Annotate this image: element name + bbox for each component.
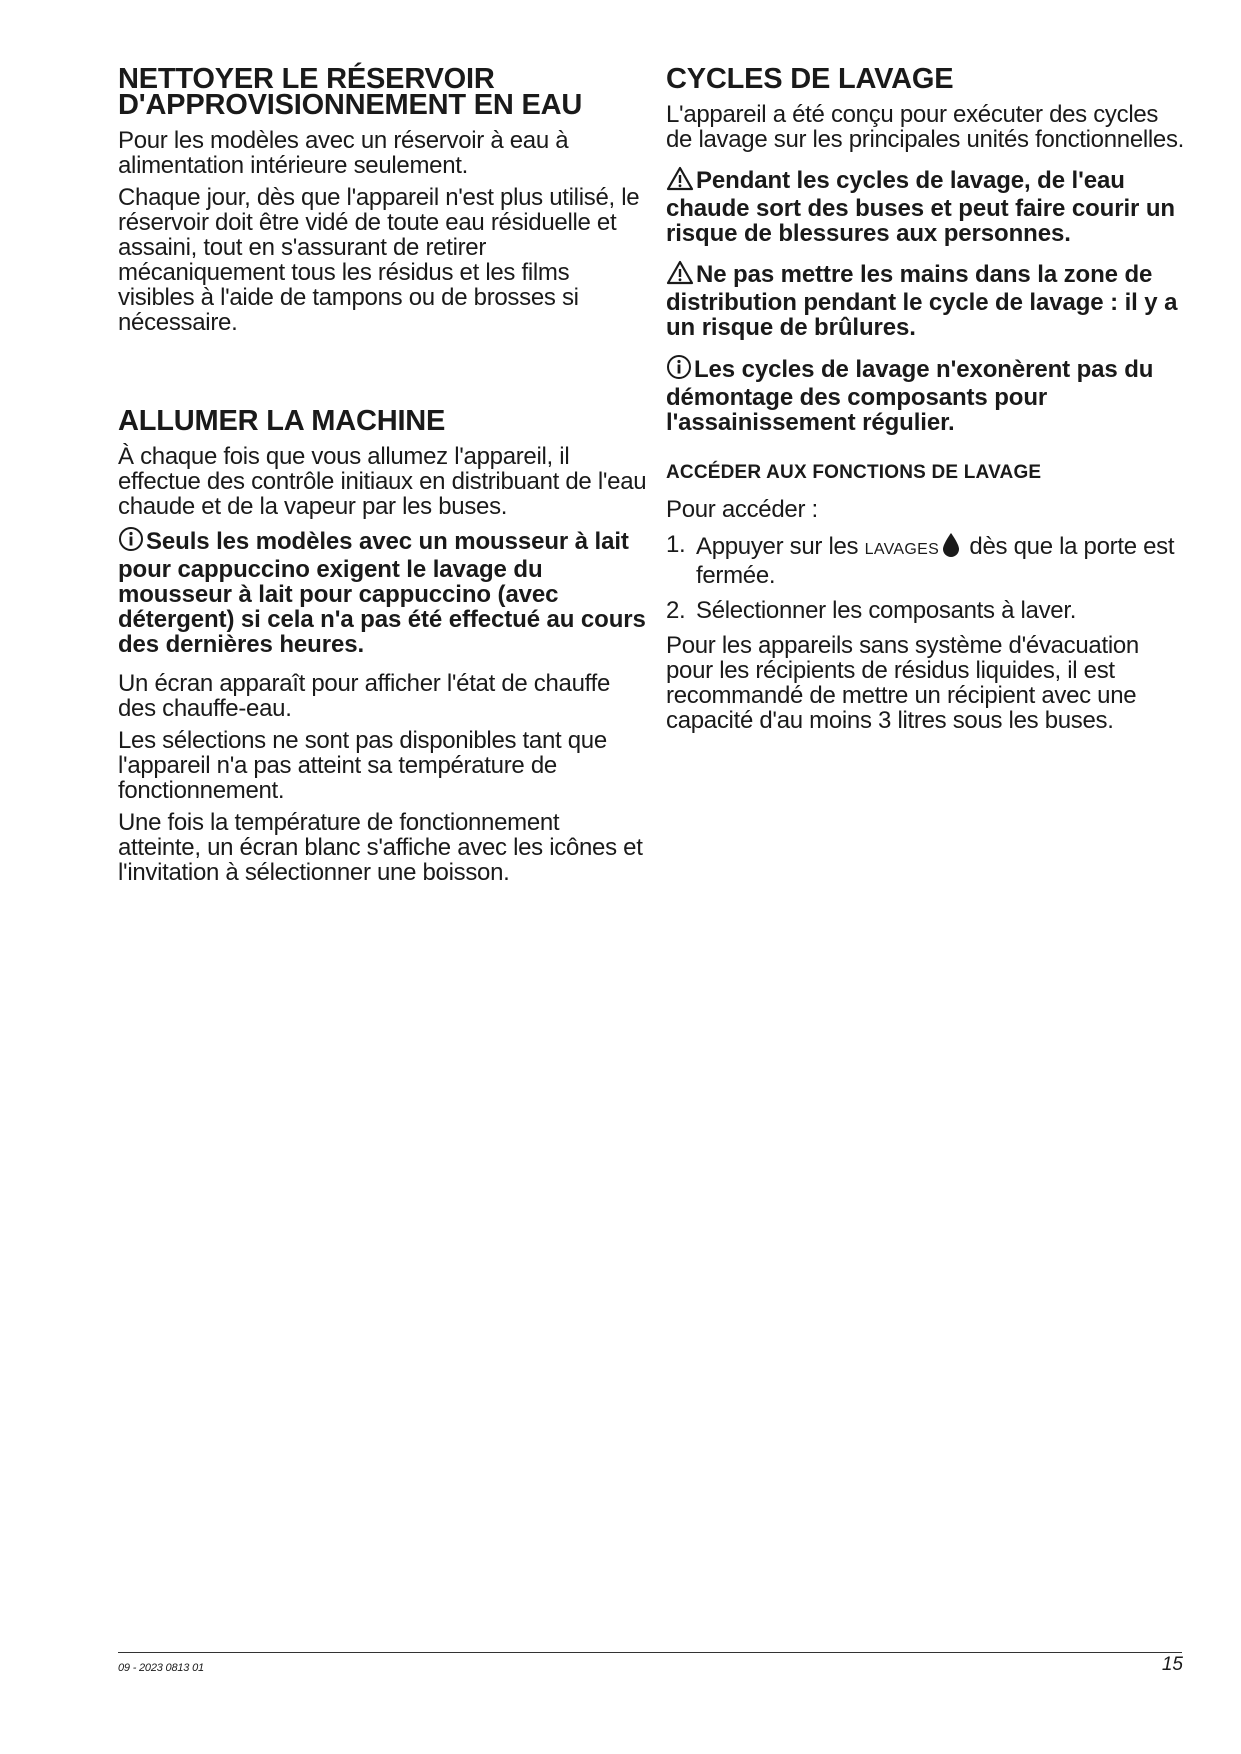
- heading-clean-tank: [118, 63, 648, 121]
- key-label-lavages: LAVAGES: [864, 541, 940, 558]
- list-text: Appuyer sur les LAVAGES dès que la porte est fermée.: [696, 533, 1175, 589]
- info-note-text: Les cycles de lavage n'exonèrent pas du démontage des composants pour l'assainissement régulier.: [666, 356, 1154, 436]
- warning-note: [666, 166, 1186, 246]
- paragraph: À chaque fois que vous allumez l'appareil, il effectue des contrôle initiaux en distribuant de l'eau chaude et de la vapeur par les buses.: [118, 443, 647, 520]
- water-drop-icon: [942, 532, 960, 563]
- info-note: [666, 354, 1186, 435]
- paragraph: Chaque jour, dès que l'appareil n'est plus utilisé, le réservoir doit être vidé de toute eau résiduelle et assaini, tout en s'assurant de retirer mécaniquement tous les résidus et les films visibles à l'aide de tampons ou de brosses si nécessaire.: [118, 184, 640, 336]
- info-note: [118, 526, 648, 657]
- heading-power-on: ALLUMER LA MACHINE: [118, 405, 446, 437]
- left-column: [118, 63, 648, 892]
- heading-clean-tank-line2: D'APPROVISIONNEMENT EN EAU: [118, 89, 583, 121]
- list-number: 2.: [666, 597, 686, 624]
- paragraph: Une fois la température de fonctionnement atteinte, un écran blanc s'affiche avec les icônes et l'invitation à sélectionner une boisson.: [118, 809, 643, 886]
- subheading-access-wash: ACCÉDER AUX FONCTIONS DE LAVAGE: [666, 462, 1042, 483]
- list-number: 1.: [666, 531, 686, 558]
- list-item: [666, 598, 1186, 623]
- warning-note-text: Pendant les cycles de lavage, de l'eau chaude sort des buses et peut faire courir un risque de blessures aux personnes.: [666, 167, 1175, 247]
- info-circle-icon: [666, 354, 692, 385]
- warning-triangle-icon: [666, 166, 694, 196]
- right-column: [666, 63, 1186, 740]
- info-note-text: Seuls les modèles avec un mousseur à lait pour cappuccino exigent le lavage du mousseur à lait pour cappuccino (avec détergent) si cela n'a pas été effectué au cours des dernières heures.: [118, 528, 646, 658]
- warning-note: [666, 260, 1186, 340]
- paragraph: L'appareil a été conçu pour exécuter des cycles de lavage sur les principales unités fonctionnelles.: [666, 101, 1185, 153]
- heading-wash-cycles: CYCLES DE LAVAGE: [666, 63, 954, 95]
- list-text: Sélectionner les composants à laver.: [696, 597, 1077, 624]
- warning-triangle-icon: [666, 260, 694, 290]
- info-circle-icon: [118, 526, 144, 557]
- paragraph: Pour accéder :: [666, 496, 818, 523]
- paragraph: Un écran apparaît pour afficher l'état de chauffe des chauffe-eau.: [118, 670, 610, 722]
- heading-clean-tank-line1: NETTOYER LE RÉSERVOIR: [118, 63, 495, 95]
- warning-note-text: Ne pas mettre les mains dans la zone de distribution pendant le cycle de lavage : il y a un risque de brûlures.: [666, 261, 1178, 341]
- paragraph: Les sélections ne sont pas disponibles tant que l'appareil n'a pas atteint sa température de fonctionnement.: [118, 727, 607, 804]
- document-code: 09 - 2023 0813 01: [118, 1662, 204, 1674]
- paragraph: Pour les modèles avec un réservoir à eau à alimentation intérieure seulement.: [118, 127, 569, 179]
- footer-divider: [118, 1652, 1182, 1653]
- paragraph: Pour les appareils sans système d'évacuation pour les récipients de résidus liquides, il est recommandé de mettre un récipient avec une capacité d'au moins 3 litres sous les buses.: [666, 632, 1139, 734]
- page-number: 15: [1161, 1654, 1183, 1675]
- list-item: [666, 532, 1186, 588]
